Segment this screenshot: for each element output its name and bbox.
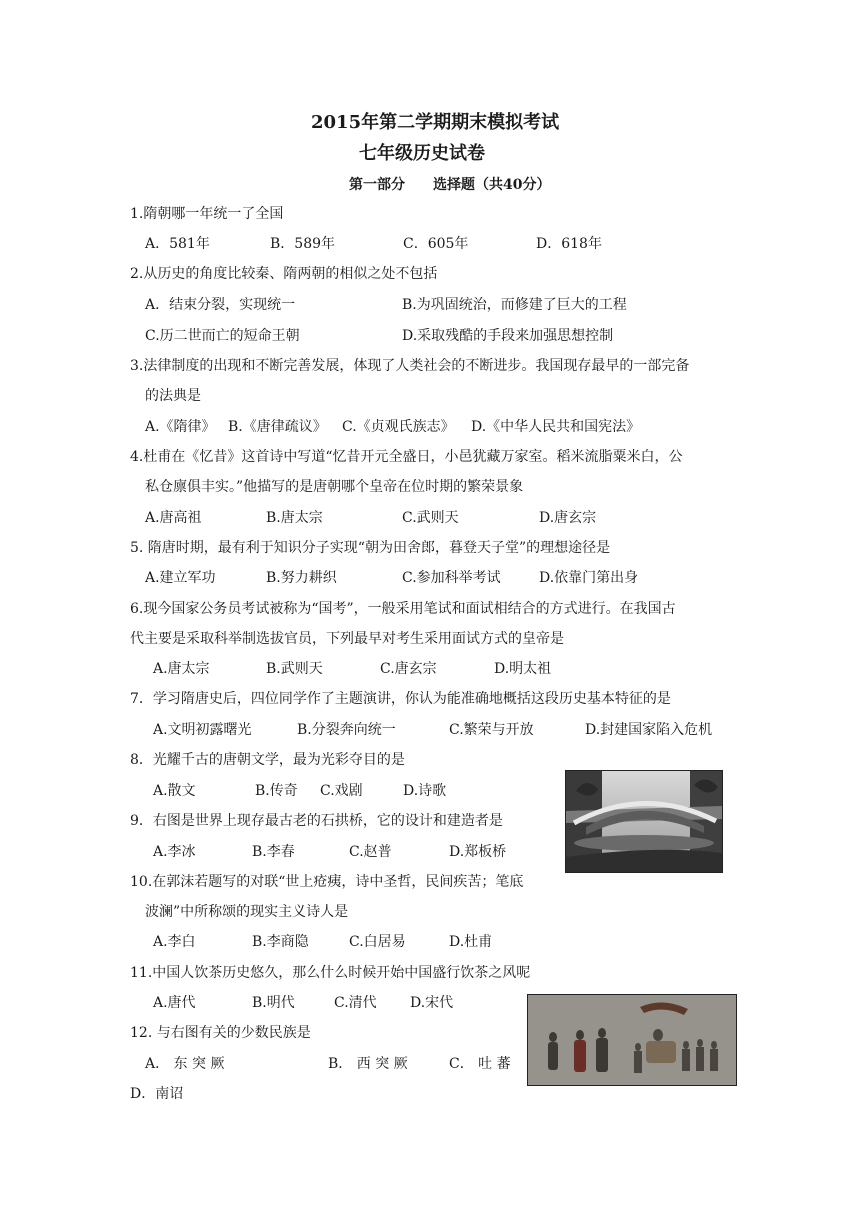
section-heading: 第一部分 选择题（共40分） [349,177,551,193]
question-11-stem: 11.中国人饮茶历史悠久，那么什么时候开始中国盛行饮茶之风呢 [130,965,531,981]
question-5-option-d: D.依靠门第出身 [539,570,639,586]
question-7-option-a: A.文明初露曙光 [153,722,252,738]
question-3-stem-continued: 的法典是 [145,388,201,404]
question-7-option-c: C.繁荣与开放 [449,722,534,738]
ancient-painting-photo [527,994,737,1086]
question-8-option-b: B.传奇 [255,783,298,799]
question-8-option-c: C.戏剧 [320,783,363,799]
question-3-option-d: D.《中华人民共和国宪法》 [471,419,641,435]
question-2-option-d: D.采取残酷的手段来加强思想控制 [402,328,614,344]
question-4-option-d: D.唐玄宗 [539,510,597,526]
question-11-option-d: D.宋代 [410,995,454,1011]
question-9-option-b: B.李春 [252,844,295,860]
question-4-option-a: A.唐高祖 [145,510,202,526]
question-5-option-a: A.建立军功 [145,570,216,586]
question-3-option-a: A.《隋律》 [145,419,216,435]
question-2-option-b: B.为巩固统治，而修建了巨大的工程 [402,297,627,313]
question-9-option-d: D.郑板桥 [449,844,507,860]
question-12-option-c: C． 吐 蕃 [449,1056,511,1072]
question-7-stem: 7．学习隋唐史后，四位同学作了主题演讲，你认为能准确地概括这段历史基本特征的是 [130,691,671,707]
question-12-option-d: D．南诏 [130,1086,184,1102]
question-6-option-d: D.明太祖 [494,661,552,677]
question-6-stem: 6.现今国家公务员考试被称为“国考”，一般采用笔试和面试相结合的方式进行。在我国古 [130,601,676,617]
question-9-option-c: C.赵普 [349,844,392,860]
question-12-option-b: B． 西 突 厥 [328,1056,408,1072]
question-10-option-a: A.李白 [153,934,196,950]
question-8-option-a: A.散文 [153,783,196,799]
question-11-option-b: B.明代 [252,995,295,1011]
bridge-illustration [566,771,722,872]
question-8-option-d: D.诗歌 [403,783,447,799]
question-6-option-a: A.唐太宗 [153,661,210,677]
question-11-option-c: C.清代 [334,995,377,1011]
question-9-stem: 9．右图是世界上现存最古老的石拱桥，它的设计和建造者是 [130,813,503,829]
question-3-option-c: C.《贞观氏族志》 [342,419,455,435]
question-9-option-a: A.李冰 [153,844,196,860]
question-8-stem: 8．光耀千古的唐朝文学，最为光彩夺目的是 [130,752,405,768]
question-5-option-c: C.参加科举考试 [402,570,501,586]
stone-arch-bridge-photo [565,770,723,873]
question-3-stem: 3.法律制度的出现和不断完善发展，体现了人类社会的不断进步。我国现存最早的一部完备 [130,358,690,374]
question-5-option-b: B.努力耕织 [266,570,337,586]
question-10-stem: 10.在郭沫若题写的对联“世上疮痍，诗中圣哲，民间疾苦；笔底 [130,874,524,890]
question-10-option-d: D.杜甫 [449,934,493,950]
question-1-option-b: B．589年 [270,236,336,252]
question-7-option-d: D.封建国家陷入危机 [585,722,713,738]
question-10-stem-continued: 波澜”中所称颂的现实主义诗人是 [145,904,349,920]
question-2-option-c: C.历二世而亡的短命王朝 [145,328,300,344]
question-11-option-a: A.唐代 [153,995,196,1011]
question-1-option-a: A．581年 [145,236,210,252]
painting-illustration [528,995,736,1085]
question-12-stem: 12. 与右图有关的少数民族是 [130,1025,311,1041]
question-4-stem: 4.杜甫在《忆昔》这首诗中写道“忆昔开元全盛日，小邑犹藏万家室。稻米流脂粟米白，公 [130,449,683,465]
question-12-option-a: A． 东 突 厥 [145,1056,225,1072]
question-4-option-c: C.武则天 [402,510,459,526]
question-1-option-d: D．618年 [536,236,602,252]
question-1-stem: 1.隋朝哪一年统一了全国 [130,206,284,222]
question-4-option-b: B.唐太宗 [266,510,323,526]
question-5-stem: 5. 隋唐时期，最有利于知识分子实现“朝为田舍郎，暮登天子堂”的理想途径是 [130,540,611,556]
question-2-option-a: A．结束分裂，实现统一 [145,297,296,313]
question-7-option-b: B.分裂奔向统一 [297,722,396,738]
question-6-option-b: B.武则天 [266,661,323,677]
exam-subtitle: 七年级历史试卷 [359,143,485,164]
question-4-stem-continued: 私仓廪俱丰实。”他描写的是唐朝哪个皇帝在位时期的繁荣景象 [145,479,524,495]
question-1-option-c: C．605年 [403,236,469,252]
question-10-option-c: C.白居易 [349,934,406,950]
question-3-option-b: B.《唐律疏议》 [228,419,327,435]
question-2-stem: 2.从历史的角度比较秦、隋两朝的相似之处不包括 [130,266,438,282]
exam-title: 2015年第二学期期末模拟考试 [311,112,560,133]
question-6-option-c: C.唐玄宗 [380,661,437,677]
question-10-option-b: B.李商隐 [252,934,309,950]
question-6-stem-continued: 代主要是采取科举制选拔官员，下列最早对考生采用面试方式的皇帝是 [130,631,564,647]
